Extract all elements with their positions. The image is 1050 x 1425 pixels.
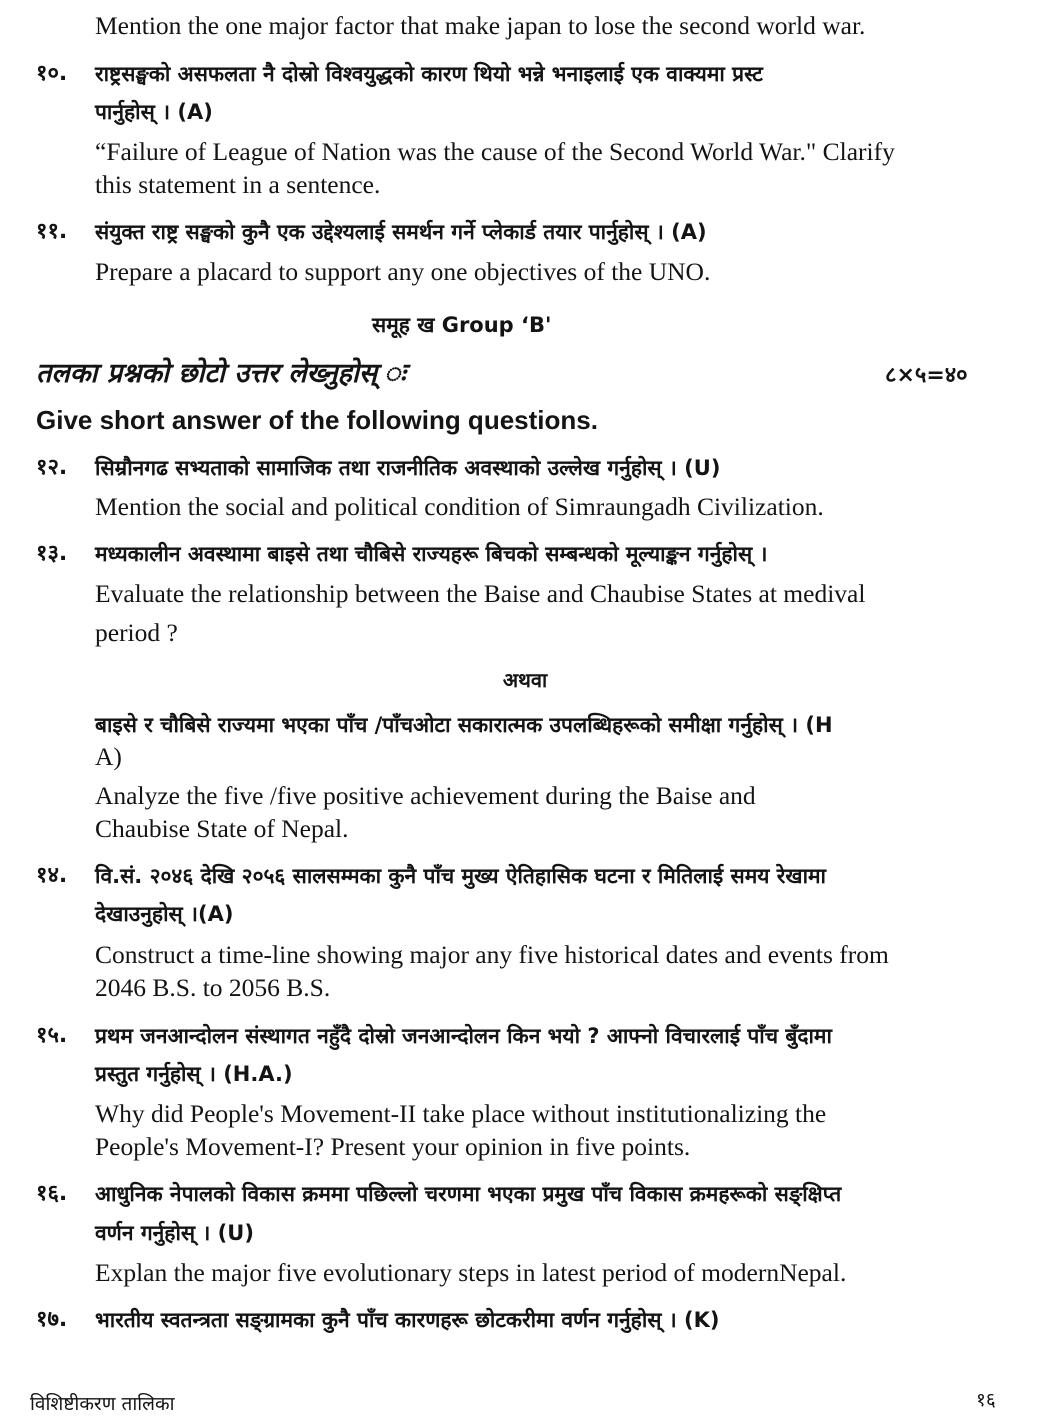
q17-number: १७. <box>36 1307 68 1332</box>
q15-number: १५. <box>36 1023 68 1048</box>
section-heading-english: Give short answer of the following questions. <box>36 405 598 435</box>
page-number: १६ <box>976 1389 996 1411</box>
q15-nepali-line1: प्रथम जनआन्दोलन संस्थागत नहुँदै दोस्रो जनआन्दोलन किन भयो ? आफ्नो विचारलाई पाँच बुँदामा <box>95 1024 832 1048</box>
q15-nepali-line2: प्रस्तुत गर्नुहोस् । (H.A.) <box>95 1062 293 1086</box>
q12-number: १२. <box>36 455 68 480</box>
q11-english-line1: Prepare a placard to support any one objectives of the UNO. <box>95 257 711 286</box>
q13-english-line2: period ? <box>95 618 178 647</box>
q14-number: १४. <box>36 863 68 888</box>
q16-english-line1: Explan the major five evolutionary steps in latest period of modernNepal. <box>95 1258 847 1287</box>
q13-alt-english-line1: Analyze the five /five positive achievement during the Baise and <box>95 781 756 810</box>
q14-nepali-line1: वि.सं. २०४६ देखि २०५६ सालसम्मका कुनै पाँच मुख्य ऐतिहासिक घटना र मितिलाई समय रेखामा <box>95 864 827 888</box>
q11-number: ११. <box>36 219 68 244</box>
q13-alt-english-line2: Chaubise State of Nepal. <box>95 814 349 843</box>
q13-nepali-line1: मध्यकालीन अवस्थामा बाइसे तथा चौबिसे राज्यहरू बिचको सम्बन्धको मूल्याङ्कन गर्नुहोस् । <box>95 542 768 566</box>
q9-english: Mention the one major factor that make japan to lose the second world war. <box>95 11 866 40</box>
q10-english-line1: “Failure of League of Nation was the cause of the Second World War." Clarify <box>95 137 895 166</box>
q14-nepali-line2: देखाउनुहोस् ।(A) <box>95 902 234 926</box>
q11-nepali-line1: संयुक्त राष्ट्र सङ्घको कुनै एक उद्देश्यलाई समर्थन गर्ने प्लेकार्ड तयार पार्नुहोस् । (A) <box>95 220 707 244</box>
footer-title: विशिष्टीकरण तालिका <box>30 1393 175 1415</box>
q13-alt-nepali-line2: A) <box>95 742 122 771</box>
q12-nepali-line1: सिम्रौनगढ सभ्यताको सामाजिक तथा राजनीतिक अवस्थाको उल्लेख गर्नुहोस् । (U) <box>95 456 721 480</box>
q12-english-line1: Mention the social and political condition of Simraungadh Civilization. <box>95 492 824 521</box>
section-marks: ८×५=४० <box>885 363 968 388</box>
q13-alt-nepali-line1: बाइसे र चौबिसे राज्यमा भएका पाँच /पाँचओटा सकारात्मक उपलब्धिहरूको समीक्षा गर्नुहोस् । (H <box>95 713 833 737</box>
q16-nepali-line1: आधुनिक नेपालको विकास क्रममा पछिल्लो चरणमा भएका प्रमुख पाँच विकास क्रमहरूको सङ्क्षिप्त <box>95 1182 842 1206</box>
q14-english-line1: Construct a time-line showing major any five historical dates and events from <box>95 940 889 969</box>
section-heading-nepali: तलका प्रश्नको छोटो उत्तर लेख्नुहोस् ः <box>36 358 406 389</box>
q17-nepali-line1: भारतीय स्वतन्त्रता सङ्ग्रामका कुनै पाँच कारणहरू छोटकरीमा वर्णन गर्नुहोस् । (K) <box>95 1308 720 1332</box>
q10-nepali-line2: पार्नुहोस् । (A) <box>95 100 213 124</box>
q10-nepali-line1: राष्ट्रसङ्घको असफलता नै दोस्रो विश्वयुद्धको कारण थियो भन्ने भनाइलाई एक वाक्यमा प्रस्ट <box>95 62 763 86</box>
group-b-title: समूह ख Group ‘B' <box>372 313 552 337</box>
q13-or-divider: अथवा <box>502 668 548 692</box>
q13-english-line1: Evaluate the relationship between the Baise and Chaubise States at medival <box>95 579 866 608</box>
q16-number: १६. <box>36 1181 68 1206</box>
q15-english-line1: Why did People's Movement-II take place without institutionalizing the <box>95 1099 827 1128</box>
q10-number: १०. <box>36 61 68 86</box>
q10-english-line2: this statement in a sentence. <box>95 170 381 199</box>
q13-number: १३. <box>36 541 68 566</box>
q16-nepali-line2: वर्णन गर्नुहोस् । (U) <box>95 1221 254 1245</box>
q14-english-line2: 2046 B.S. to 2056 B.S. <box>95 973 331 1002</box>
q15-english-line2: People's Movement-I? Present your opinion in five points. <box>95 1132 691 1161</box>
